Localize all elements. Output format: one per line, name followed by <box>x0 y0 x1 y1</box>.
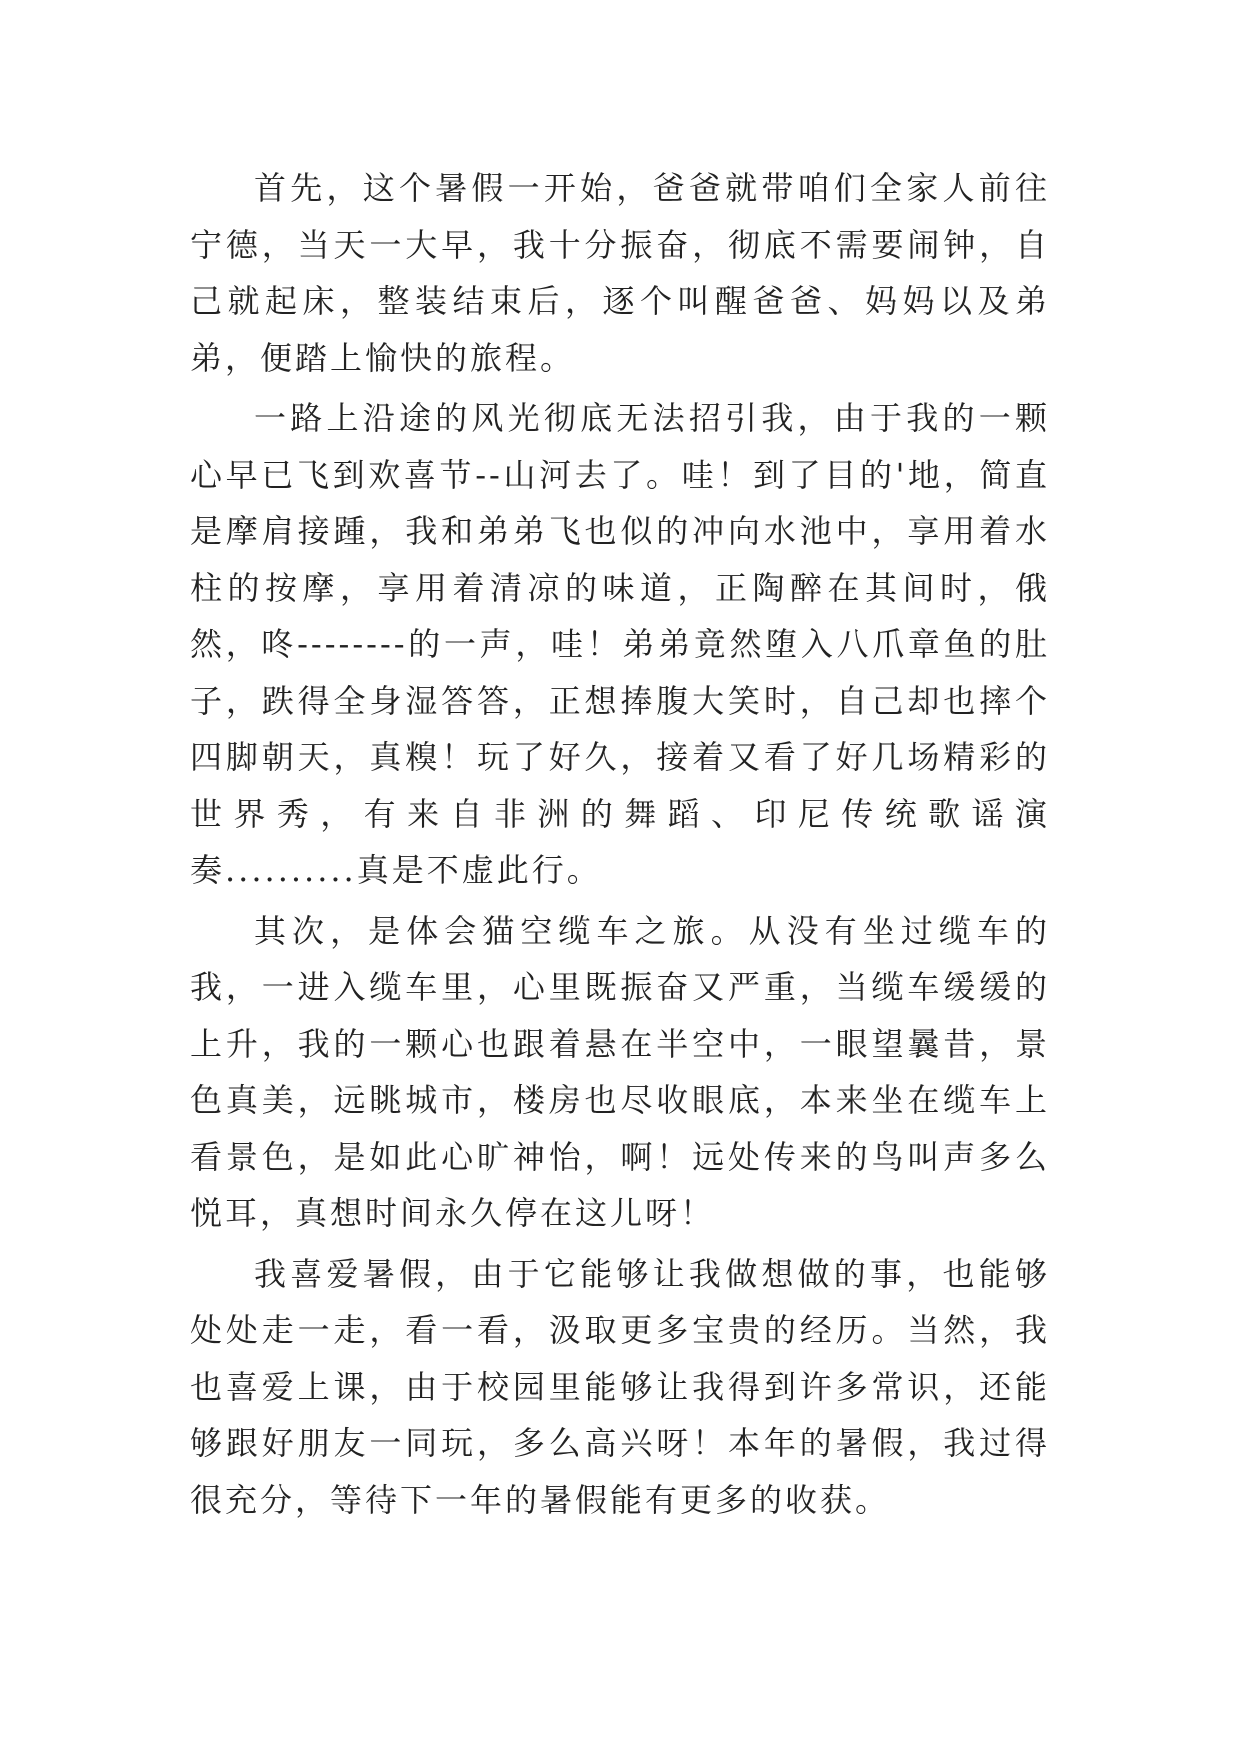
paragraph-4: 我喜爱暑假，由于它能够让我做想做的事，也能够处处走一走，看一看，汲取更多宝贵的经历。当然，我也喜爱上课，由于校园里能够让我得到许多常识，还能够跟好朋友一同玩，多么高兴呀！本年的暑假，我过得很充分，等待下一年的暑假能有更多的收获。 <box>190 1254 1050 1519</box>
paragraph-1: 首先，这个暑假一开始，爸爸就带咱们全家人前往宁德，当天一大早，我十分振奋，彻底不需要闹钟，自己就起床，整装结束后，逐个叫醒爸爸、妈妈以及弟弟，便踏上愉快的旅程。 <box>190 169 1050 377</box>
paragraph-2: 一路上沿途的风光彻底无法招引我，由于我的一颗心早已飞到欢喜节--山河去了。哇！到了目的'地，简直是摩肩接踵，我和弟弟飞也似的冲向水池中，享用着水柱的按摩，享用着清凉的味道，正陶醉在其间时，俄然，咚--------的一声，哇！弟弟竟然堕入八爪章鱼的肚子，跌得全身湿答答，正想捧腹大笑时，自己却也摔个四脚朝天，真糗！玩了好久，接着又看了好几场精彩的世界秀，有来自非洲的舞蹈、印尼传统歌谣演奏..........真是不虚此行。 <box>190 399 1050 889</box>
paragraph-3: 其次，是体会猫空缆车之旅。从没有坐过缆车的我，一进入缆车里，心里既振奋又严重，当缆车缓缓的上升，我的一颗心也跟着悬在半空中，一眼望曩昔，景色真美，远眺城市，楼房也尽收眼底，本来坐在缆车上看景色，是如此心旷神怡，啊！远处传来的鸟叫声多么悦耳，真想时间永久停在这儿呀！ <box>190 911 1050 1232</box>
document-body <box>190 160 1050 1528</box>
